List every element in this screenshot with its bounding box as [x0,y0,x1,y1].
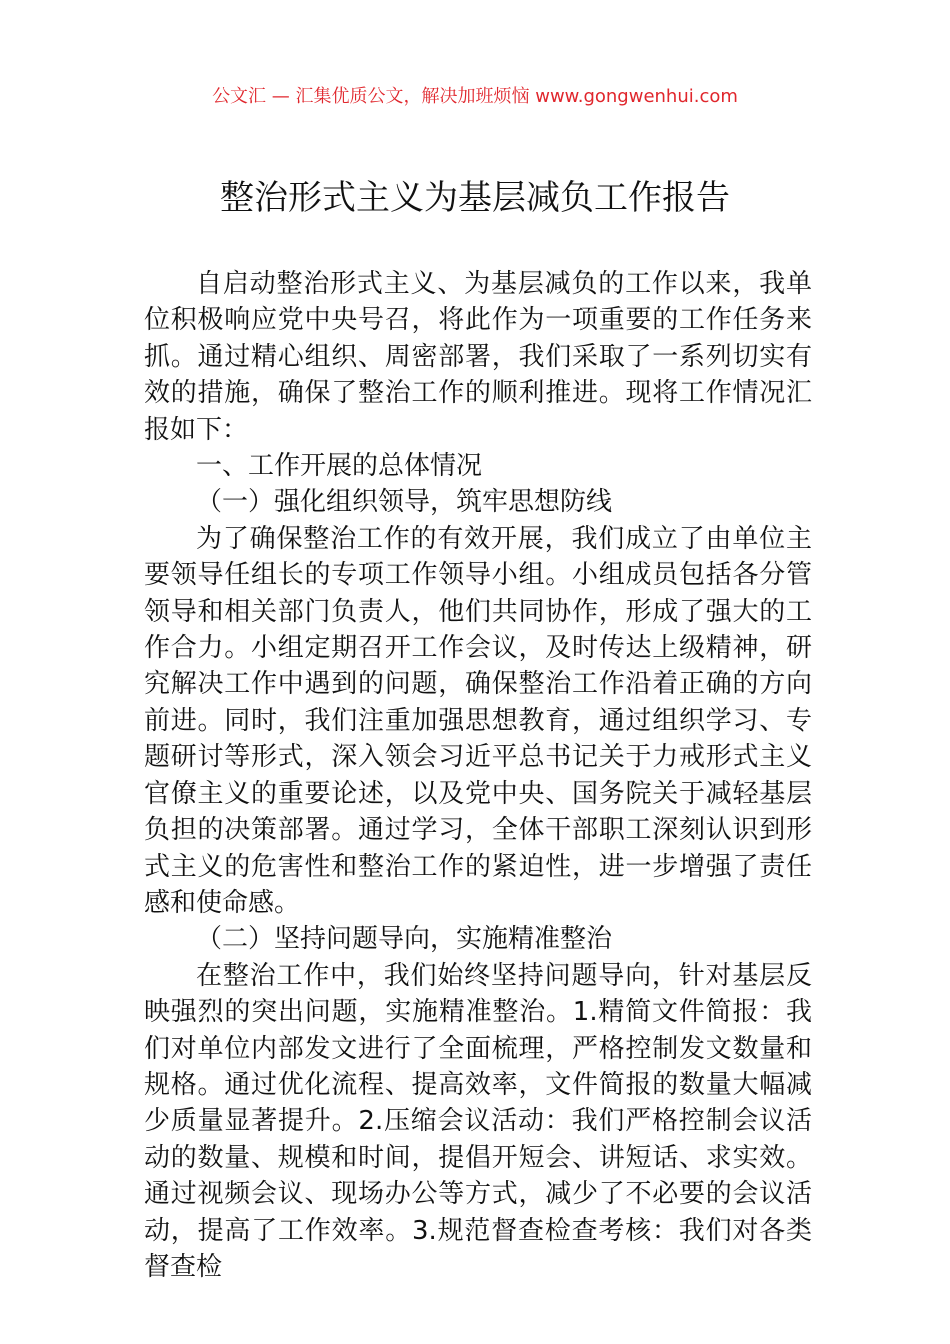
site-header-banner: 公文汇 — 汇集优质公文，解决加班烦恼 www.gongwenhui.com [212,86,738,107]
subsection-heading-1: （一）强化组织领导，筑牢思想防线 [196,487,613,518]
section-heading-1: 一、工作开展的总体情况 [196,451,483,482]
body-paragraph: 为了确保整治工作的有效开展，我们成立了由单位主要领导任组长的专项工作领导小组。小组成员包括各分管领导和相关部门负责人，他们共同协作，形成了强大的工作合力。小组定期召开工作会议，及时传达上级精神，研究解决工作中遇到的问题，确保整治工作沿着正确的方向前进。同时，我们注重加强思想教育，通过组织学习、专题研讨等形式，深入领会习近平总书记关于力戒形式主义官僚主义的重要论述，以及党中央、国务院关于减轻基层负担的决策部署。通过学习，全体干部职工深刻认识到形式主义的危害性和整治工作的紧迫性，进一步增强了责任感和使命感。 [144,523,812,918]
subsection-heading-2: （二）坚持问题导向，实施精准整治 [196,924,613,955]
body-paragraph: 在整治工作中，我们始终坚持问题导向，针对基层反映强烈的突出问题，实施精准整治。1.精简文件简报：我们对单位内部发文进行了全面梳理，严格控制发文数量和规格。通过优化流程、提高效率，文件简报的数量大幅减少质量显著提升。2.压缩会议活动：我们严格控制会议活动的数量、规模和时间，提倡开短会、讲短话、求实效。通过视频会议、现场办公等方式，减少了不必要的会议活动，提高了工作效率。3.规范督查检查考核：我们对各类督查检 [144,960,812,1282]
intro-paragraph: 自启动整治形式主义、为基层减负的工作以来，我单位积极响应党中央号召，将此作为一项重要的工作任务来抓。通过精心组织、周密部署，我们采取了一系列切实有效的措施，确保了整治工作的顺利推进。现将工作情况汇报如下： [144,269,812,445]
document-title: 整治形式主义为基层减负工作报告 [220,178,730,218]
document-body [144,266,812,1285]
